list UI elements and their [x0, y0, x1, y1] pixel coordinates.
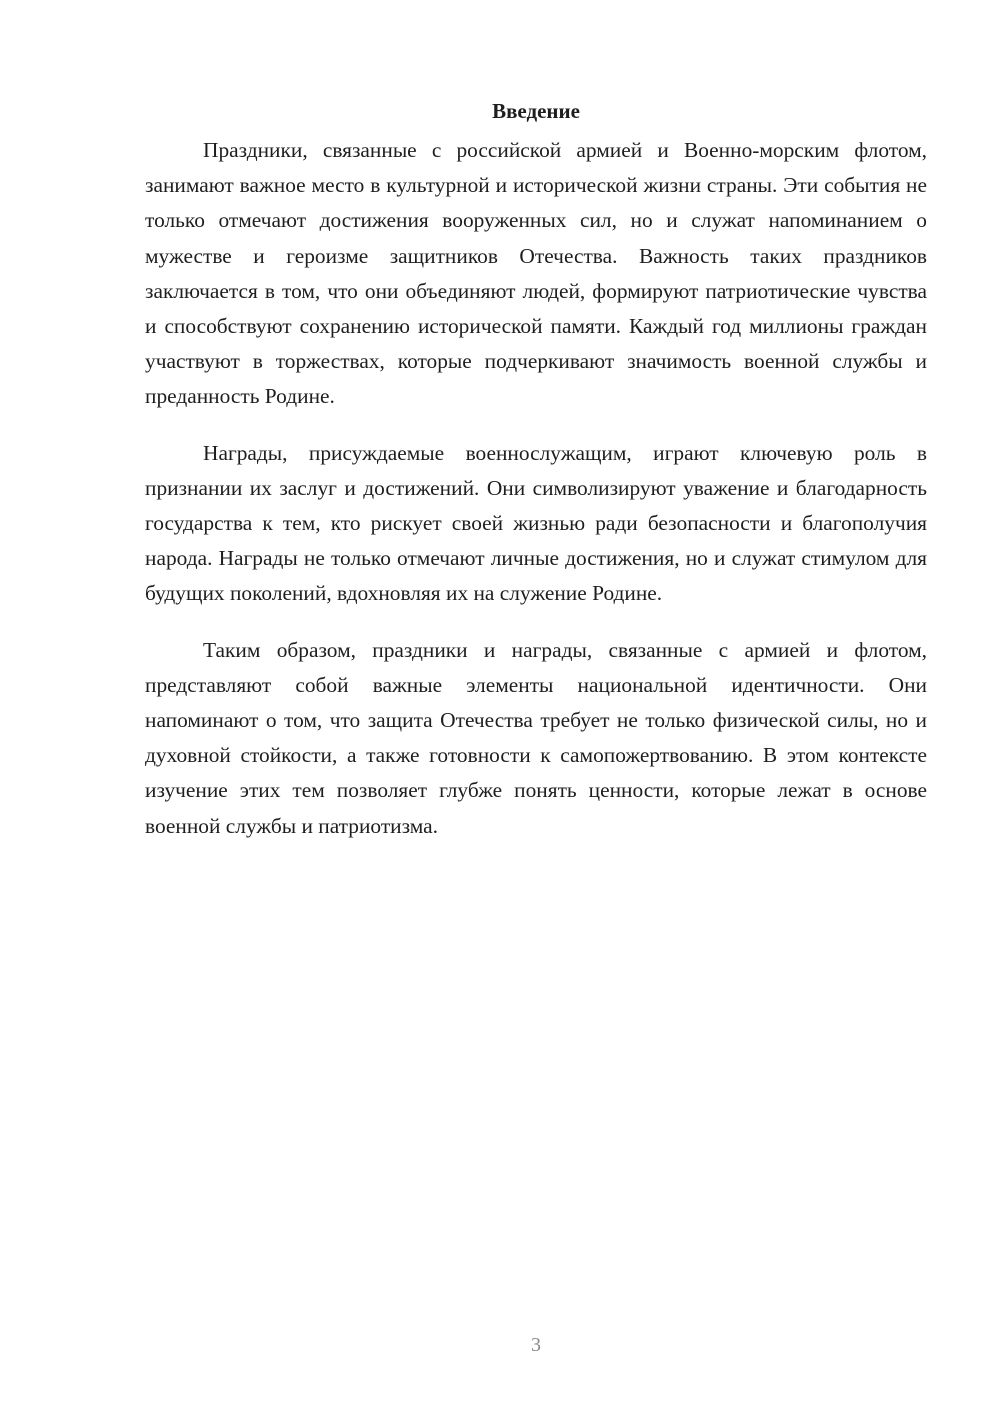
- page-content: [145, 96, 927, 865]
- paragraph-holidays: Праздники, связанные с российской армией и Военно-морским флотом, занимают важное место в культурной и исторической жизни страны. Эти события не только отмечают достижения вооруженных сил, но и служат напоминанием о мужестве и героизме защитников Отечества. Важность таких праздников заключается в том, что они объединяют людей, формируют патриотические чувства и способствуют сохранению исторической памяти. Каждый год миллионы граждан участвуют в торжествах, которые подчеркивают значимость военной службы и преданность Родине.: [145, 138, 927, 409]
- paragraph-awards: Награды, присуждаемые военнослужащим, играют ключевую роль в признании их заслуг и достижений. Они символизируют уважение и благодарность государства к тем, кто рискует своей жизнью ради безопасности и благополучия народа. Награды не только отмечают личные достижения, но и служат стимулом для будущих поколений, вдохновляя их на служение Родине.: [145, 440, 927, 606]
- page-number: 3: [531, 1334, 541, 1356]
- section-title: Введение: [492, 99, 580, 123]
- paragraph-conclusion: Таким образом, праздники и награды, связанные с армией и флотом, представляют собой важные элементы национальной идентичности. Они напоминают о том, что защита Отечества требует не только физической силы, но и духовной стойкости, а также готовности к самопожертвованию. В этом контексте изучение этих тем позволяет глубже понять ценности, которые лежат в основе военной службы и патриотизма.: [145, 637, 927, 838]
